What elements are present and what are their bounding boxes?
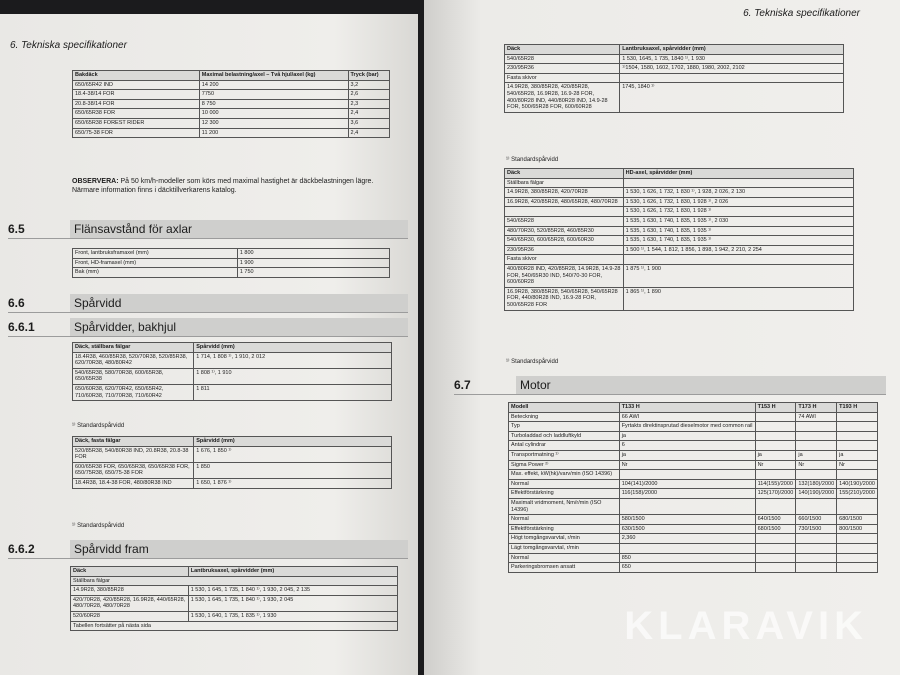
table-cell: 1 850 [194, 462, 392, 478]
table-cell: 650/65R42 IND [73, 80, 200, 90]
table-cell: ja [796, 450, 837, 460]
table-cell: 1 530, 1 626, 1 732, 1 830, 1 928 ¹⁾ [623, 207, 853, 217]
table-cell: 16.9R28, 420/85R28, 480/65R28, 480/70R28 [505, 197, 624, 207]
table-row [73, 446, 392, 462]
observera-note [72, 178, 390, 196]
table-cell [619, 470, 755, 480]
table-header-cell: Däck, ställbara fälgar [73, 343, 194, 353]
table-cell [755, 543, 796, 553]
table-cell: Normal [509, 515, 620, 525]
table-cell: 12 300 [199, 118, 348, 128]
table-cell: Normal [509, 479, 620, 489]
table-cell: 420/70R28, 420/85R28, 16.9R28, 440/65R28, 480/70R28, 480/70R28 [71, 595, 189, 611]
front-track-table-continued [504, 44, 844, 113]
table-header-cell: T133 H [619, 403, 755, 413]
table-header-cell: Spårvidd (mm) [194, 437, 392, 447]
table-cell: 1 535, 1 630, 1 740, 1 835, 1 935 ¹⁾ [623, 226, 853, 236]
table-cell: Maximalt vridmoment, Nm/r/min (ISO 14396) [509, 498, 620, 514]
table-cell [796, 470, 837, 480]
table-cell [620, 73, 844, 83]
table-row [509, 498, 878, 514]
table-cell: Antal cylindrar [509, 441, 620, 451]
table-cell: 1 650, 1 876 ¹⁾ [194, 478, 392, 488]
table-cell [619, 498, 755, 514]
table-row [73, 109, 390, 119]
table-cell: 125(170)/2000 [755, 489, 796, 499]
table-cell: 14.9R28, 380/85R28, 420/70R28 [505, 188, 624, 198]
table-header-cell: Däck [505, 169, 624, 179]
table-cell [755, 498, 796, 514]
table-cell: Nr [837, 460, 878, 470]
table-row [505, 216, 854, 226]
table-cell: Parkeringsbromsen ansatt [509, 563, 620, 573]
flange-distance-table [72, 248, 390, 278]
table-row [73, 258, 390, 268]
table-header-row [73, 437, 392, 447]
table-cell: 1 535, 1 630, 1 740, 1 835, 1 935 ¹⁾ [623, 236, 853, 246]
table-cell: Typ [509, 422, 620, 432]
table-cell [755, 412, 796, 422]
footnote: ¹⁾ Standardspårvidd [72, 523, 125, 529]
table-header-cell: Däck [505, 45, 620, 55]
table-cell: 650/65R38 FOREST RIDER [73, 118, 200, 128]
table-row [509, 422, 878, 432]
table-cell: Nr [755, 460, 796, 470]
table-cell: 630/1500 [619, 524, 755, 534]
table-header-cell: Spårvidd (mm) [194, 343, 392, 353]
table-cell: 1 800 [237, 249, 389, 259]
table-cell: 74 AWI [796, 412, 837, 422]
table-cell: Nr [796, 460, 837, 470]
table-cell [796, 553, 837, 563]
table-header-row [505, 45, 844, 55]
table-row [73, 80, 390, 90]
table-cell: 10 000 [199, 109, 348, 119]
table-cell: 1 530, 1 645, 1 735, 1 840 ¹⁾, 1 930, 2 045, 2 135 [188, 586, 397, 596]
table-header-cell: T173 H [796, 403, 837, 413]
table-cell [796, 422, 837, 432]
table-row [505, 264, 854, 287]
table-cell: 14.9R28, 380/85R28 [71, 586, 189, 596]
table-row [73, 118, 390, 128]
table-cell: Effektförstärkning [509, 524, 620, 534]
right-page [424, 0, 900, 675]
table-cell: 14.9R28, 380/85R28, 420/85R28, 540/65R28, 16.9R28, 16.9-28 FOR, 400/80R28 IND, 440/80R28 IND, 14.9-28 FOR, 500/65R28 FOR, 600/60R28 [505, 83, 620, 112]
table-cell [837, 553, 878, 563]
table-row [505, 178, 854, 188]
table-cell: 3,2 [348, 80, 390, 90]
engine-spec-table [508, 402, 878, 573]
table-row [509, 460, 878, 470]
table-cell: 230/95R36 [505, 64, 620, 74]
table-row [505, 73, 844, 83]
table-cell: 16.9R28, 380/85R28, 540/65R28, 540/65R28 FOR, 440/80R28 IND, 16.9-28 FOR, 500/65R28 FOR [505, 287, 624, 310]
table-row [73, 352, 392, 368]
table-cell: 2,4 [348, 109, 390, 119]
section-6-6 [8, 294, 408, 313]
table-cell: 114(155)/2000 [755, 479, 796, 489]
table-cell [837, 431, 878, 441]
section-number: 6.6 [8, 296, 25, 310]
table-row [505, 54, 844, 64]
table-cell: 1 676, 1 850 ¹⁾ [194, 446, 392, 462]
table-cell: 18.4R38, 18.4-38 FOR, 480/80R38 IND [73, 478, 194, 488]
table-row [73, 384, 392, 400]
table-row [505, 287, 854, 310]
table-row [509, 431, 878, 441]
table-row [509, 489, 878, 499]
section-6-5 [8, 220, 408, 239]
table-cell: ja [755, 450, 796, 460]
table-cell: Turboladdad och laddluftkyld [509, 431, 620, 441]
table-cell: 540/65R30, 600/65R28, 600/60R30 [505, 236, 624, 246]
table-header-cell: T153 H [755, 403, 796, 413]
table-header-cell: Däck, fasta fälgar [73, 437, 194, 447]
table-cell: 400/80R28 IND, 420/85R28, 14.9R28, 14.9-28 FOR, 540/65R30 IND, 540/70-30 FOR, 600/60R28 [505, 264, 624, 287]
table-header-cell: Lantbruksaxel, spårvidder (mm) [188, 567, 397, 577]
table-cell [623, 255, 853, 265]
table-cell: 1 865 ¹⁾, 1 890 [623, 287, 853, 310]
table-cell: 650 [619, 563, 755, 573]
table-cell: 132(180)/2000 [796, 479, 837, 489]
table-row [509, 412, 878, 422]
table-header-row [509, 403, 878, 413]
table-cell: Fasta skivor [505, 73, 620, 83]
table-cell: 6 [619, 441, 755, 451]
table-header-row [73, 343, 392, 353]
table-cell: 1 811 [194, 384, 392, 400]
table-cell: 640/1500 [755, 515, 796, 525]
table-row [73, 249, 390, 259]
table-cell: 1 750 [237, 268, 389, 278]
table-cell: 1 535, 1 630, 1 740, 1 835, 1 935 ¹⁾, 2 030 [623, 216, 853, 226]
table-cell [755, 534, 796, 544]
table-cell [619, 543, 755, 553]
table-row [71, 586, 398, 596]
table-row [505, 83, 844, 112]
table-cell: 1 500 ¹⁾, 1 544, 1 812, 1 856, 1 898, 1 942, 2 210, 2 254 [623, 245, 853, 255]
table-row [509, 534, 878, 544]
front-track-table [70, 566, 398, 631]
table-cell: 7750 [199, 90, 348, 100]
table-cell: Fasta skivor [505, 255, 624, 265]
table-cell [755, 422, 796, 432]
table-cell: 650/75-38 FOR [73, 128, 200, 138]
table-cell: 1 530, 1645, 1 735, 1840 ¹⁾, 1 930 [620, 54, 844, 64]
table-cell: 20.8-38/14 FOR [73, 99, 200, 109]
table-cell: Beteckning [509, 412, 620, 422]
table-cell: 1 714, 1 808 ¹⁾, 1 910, 2 012 [194, 352, 392, 368]
table-row [505, 207, 854, 217]
table-header-cell: Modell [509, 403, 620, 413]
table-cell: Transportmatning ¹⁾ [509, 450, 620, 460]
table-cell: 660/1500 [796, 515, 837, 525]
table-row [505, 64, 844, 74]
table-cell: 3,6 [348, 118, 390, 128]
table-row [509, 450, 878, 460]
table-row [509, 441, 878, 451]
table-header-cell: Maximal belastning/axel – Två hjul/axel (kg) [199, 71, 348, 81]
table-row [509, 524, 878, 534]
observera-text: På 50 km/h-modeller som körs med maximal hastighet är däckbelastningen lägre. Närmare information finns i däcktillverkarens katalog. [72, 178, 374, 194]
table-row [509, 563, 878, 573]
table-header-row [73, 71, 390, 81]
right-page-header: 6. Tekniska specifikationer [743, 8, 860, 19]
table-cell [755, 563, 796, 573]
table-cell: Högt tomgångsvarvtal, r/min [509, 534, 620, 544]
table-cell: 580/1500 [619, 515, 755, 525]
table-cell [796, 563, 837, 573]
table-cell: 540/65R38, 580/70R38, 600/65R38, 650/65R38 [73, 368, 194, 384]
table-cell: Nr [619, 460, 755, 470]
table-cell: 650/60R38, 620/70R42, 650/65R42, 710/60R38, 710/70R38, 710/60R42 [73, 384, 194, 400]
section-title: Motor [516, 376, 886, 394]
table-cell: 2,4 [348, 128, 390, 138]
table-cell: ja [837, 450, 878, 460]
table-cell: 230/95R36 [505, 245, 624, 255]
table-cell: 600/65R38 FOR, 650/65R38, 650/65R38 FOR, 650/75R38, 650/75-38 FOR [73, 462, 194, 478]
table-cell: 116(158)/2000 [619, 489, 755, 499]
table-cell: ¹⁾1504, 1580, 1602, 1702, 1880, 1980, 2002, 2102 [620, 64, 844, 74]
table-cell [796, 441, 837, 451]
footnote: ¹⁾ Standardspårvidd [72, 423, 125, 429]
table-row [509, 479, 878, 489]
table-cell: Front, lantbruksframaxel (mm) [73, 249, 238, 259]
table-row [73, 478, 392, 488]
section-number: 6.6.2 [8, 542, 35, 556]
table-cell [755, 470, 796, 480]
section-title: Flänsavstånd för axlar [70, 220, 408, 238]
table-cell: Sigma Power ²⁾ [509, 460, 620, 470]
table-cell: 104(141)/2000 [619, 479, 755, 489]
table-cell [796, 431, 837, 441]
table-cell: Ställbara fälgar [505, 178, 624, 188]
footnote: ¹⁾ Standardspårvidd [506, 157, 559, 163]
rear-track-fixed-table [72, 436, 392, 489]
table-row [73, 99, 390, 109]
table-cell [755, 431, 796, 441]
table-row [509, 515, 878, 525]
table-continued-row [71, 621, 398, 631]
table-cell: Lägt tomgångsvarvtal, r/min [509, 543, 620, 553]
table-header-cell: Bakdäck [73, 71, 200, 81]
left-page-header: 6. Tekniska specifikationer [10, 40, 127, 51]
table-cell: 2,360 [619, 534, 755, 544]
table-row [71, 611, 398, 621]
table-subheader: Ställbara fälgar [71, 576, 398, 586]
table-row [71, 595, 398, 611]
table-row [509, 543, 878, 553]
table-cell [837, 498, 878, 514]
table-cell: Front, HD-framaxel (mm) [73, 258, 238, 268]
section-6-7 [454, 376, 886, 395]
table-cell [837, 441, 878, 451]
section-number: 6.7 [454, 378, 471, 392]
table-header-cell: T193 H [837, 403, 878, 413]
table-cell: 14 200 [199, 80, 348, 90]
table-cell: 8 750 [199, 99, 348, 109]
table-cell: 11 200 [199, 128, 348, 138]
section-6-6-1 [8, 318, 408, 337]
table-cell: 1 900 [237, 258, 389, 268]
table-cell: 680/1500 [755, 524, 796, 534]
table-cell [837, 563, 878, 573]
table-row [505, 188, 854, 198]
table-cell: 520/60R28 [71, 611, 189, 621]
table-cell: Fyrtakts direktinsprutad dieselmotor med common rail [619, 422, 755, 432]
table-header-row [505, 169, 854, 179]
table-cell [837, 534, 878, 544]
table-cell [837, 412, 878, 422]
section-number: 6.6.1 [8, 320, 35, 334]
table-cell: 18.4R38, 460/85R38, 520/70R38, 520/85R38, 620/70R38, 480/80R42 [73, 352, 194, 368]
table-cell [755, 441, 796, 451]
table-cell: 540/65R28 [505, 54, 620, 64]
table-row [505, 245, 854, 255]
table-cell: 730/1500 [796, 524, 837, 534]
table-header-cell: Däck [71, 567, 189, 577]
table-row [73, 462, 392, 478]
table-cell: 650/65R38 FOR [73, 109, 200, 119]
rear-tire-load-table [72, 70, 390, 138]
table-cell: 540/65R28 [505, 216, 624, 226]
table-row [509, 470, 878, 480]
section-6-6-2 [8, 540, 408, 559]
section-title: Spårvidd fram [70, 540, 408, 558]
observera-label: OBSERVERA: [72, 178, 119, 185]
table-cell [837, 422, 878, 432]
table-cell: 2,3 [348, 99, 390, 109]
table-subheader-row [71, 576, 398, 586]
table-continued-note: Tabellen fortsätter på nästa sida [71, 621, 398, 631]
table-cell: 1 808 ¹⁾, 1 910 [194, 368, 392, 384]
table-row [505, 236, 854, 246]
table-cell: 520/85R38, 540/80R38 IND, 20.8R38, 20.8-38 FOR [73, 446, 194, 462]
table-cell: 1 530, 1 640, 1 735, 1 835 ¹⁾, 1 930 [188, 611, 397, 621]
table-cell [755, 553, 796, 563]
table-row [505, 197, 854, 207]
table-cell [623, 178, 853, 188]
table-cell: Bak (mm) [73, 268, 238, 278]
table-cell [505, 207, 624, 217]
section-title: Spårvidd [70, 294, 408, 312]
table-cell: 1745, 1840 ¹⁾ [620, 83, 844, 112]
table-cell [796, 534, 837, 544]
table-row [505, 226, 854, 236]
table-cell: 140(190)/2000 [837, 479, 878, 489]
watermark-logo: KLARAVIK [624, 604, 868, 648]
table-cell: Normal [509, 553, 620, 563]
table-cell: 480/70R30, 520/85R28, 460/85R30 [505, 226, 624, 236]
table-cell [796, 498, 837, 514]
table-cell: 2,6 [348, 90, 390, 100]
table-cell: ja [619, 450, 755, 460]
table-cell: 800/1500 [837, 524, 878, 534]
table-cell: 1 530, 1 626, 1 732, 1 830 ¹⁾, 1 928, 2 026, 2 130 [623, 188, 853, 198]
table-cell: 1 530, 1 626, 1 732, 1 830, 1 928 ¹⁾, 2 026 [623, 197, 853, 207]
table-cell: 1 530, 1 645, 1 735, 1 840 ¹⁾, 1 930, 2 045 [188, 595, 397, 611]
left-page [0, 14, 418, 675]
table-header-cell: Tryck (bar) [348, 71, 390, 81]
table-row [509, 553, 878, 563]
table-row [73, 268, 390, 278]
table-cell: 680/1500 [837, 515, 878, 525]
table-row [73, 90, 390, 100]
table-cell [837, 543, 878, 553]
hd-axle-track-table [504, 168, 854, 311]
table-header-cell: Lantbruksaxel, spårvidder (mm) [620, 45, 844, 55]
table-cell: Effektförstärkning [509, 489, 620, 499]
section-number: 6.5 [8, 222, 25, 236]
table-row [73, 368, 392, 384]
table-cell: 140(190)/2000 [796, 489, 837, 499]
table-cell: 850 [619, 553, 755, 563]
table-cell: ja [619, 431, 755, 441]
footnote: ¹⁾ Standardspårvidd [506, 359, 559, 365]
rear-track-adjustable-table [72, 342, 392, 401]
table-cell: 18.4-38/14 FOR [73, 90, 200, 100]
section-title: Spårvidder, bakhjul [70, 318, 408, 336]
table-cell: 66 AWI [619, 412, 755, 422]
table-cell [837, 470, 878, 480]
table-cell: Max. effekt, kW(hk)/varv/min (ISO 14396) [509, 470, 620, 480]
table-header-cell: HD-axel, spårvidder (mm) [623, 169, 853, 179]
table-cell: 1 875 ¹⁾, 1 900 [623, 264, 853, 287]
table-row [505, 255, 854, 265]
table-cell [796, 543, 837, 553]
table-cell: 155(210)/2000 [837, 489, 878, 499]
table-row [73, 128, 390, 138]
table-header-row [71, 567, 398, 577]
